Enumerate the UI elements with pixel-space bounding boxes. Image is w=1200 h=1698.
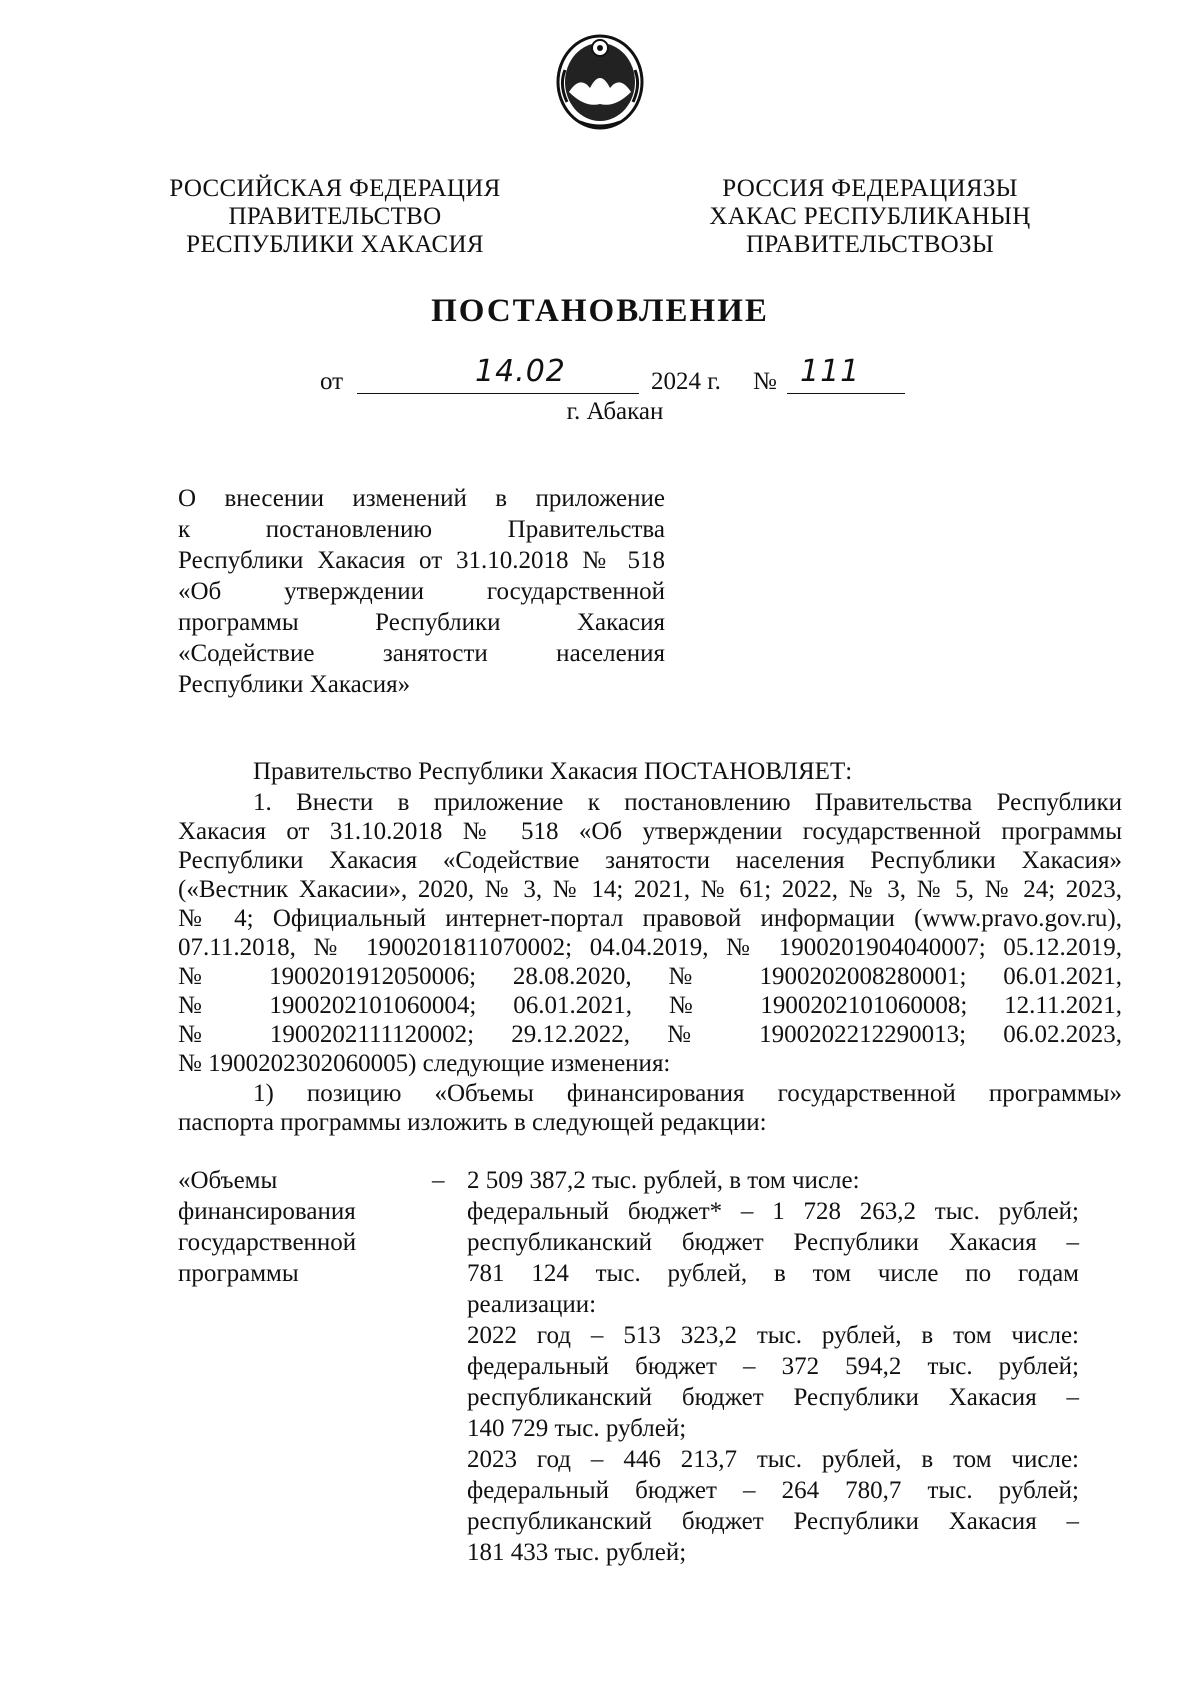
subject-line: «Содействие занятости населения xyxy=(178,640,665,667)
item-1-line: («Вестник Хакасии», 2020, № 3, № 14; 2021, № 61; 2022, № 3, № 5, № 24; 2023, xyxy=(178,876,1122,903)
item-1-line: 1. Внести в приложение к постановлению Правительства Республики xyxy=(253,789,1122,816)
financing-line: федеральный бюджет – 264 780,7 тыс. рублей; xyxy=(467,1477,1079,1504)
item-1-line: № 1900202302060005) следующие изменения: xyxy=(178,1050,671,1077)
financing-line: 2023 год – 446 213,7 тыс. рублей, в том числе: xyxy=(467,1446,1079,1473)
item-1-line: Хакасия от 31.10.2018 № 518 «Об утверждении государственной программы xyxy=(178,818,1122,845)
financing-line: 181 433 тыс. рублей; xyxy=(467,1539,687,1566)
financing-line: 2 509 387,2 тыс. рублей, в том числе: xyxy=(467,1167,860,1194)
subject-line: к постановлению Правительства xyxy=(178,516,665,543)
number-underline xyxy=(787,393,905,394)
financing-line: 2022 год – 513 323,2 тыс. рублей, в том числе: xyxy=(467,1322,1079,1349)
financing-values xyxy=(467,1165,1079,1568)
date-prefix: от xyxy=(320,368,344,395)
item-1-line: № 1900201912050006; 28.08.2020, № 1900202008280001; 06.01.2021, xyxy=(178,963,1122,990)
financing-label-line: программы xyxy=(178,1260,299,1287)
republic-of-khakassia-coat-of-arms-icon xyxy=(555,30,645,130)
date-line xyxy=(0,354,1200,402)
subject-line: программы Республики Хакасия xyxy=(178,609,665,636)
subject-line: «Об утверждении государственной xyxy=(178,578,665,605)
financing-line: реализации: xyxy=(467,1291,597,1318)
header-right-line: ПРАВИТЕЛЬСТВОЗЫ xyxy=(746,231,994,258)
item-1-line: 07.11.2018, № 1900201811070002; 04.04.2019, № 1900201904040007; 05.12.2019, xyxy=(178,934,1122,961)
subject-line: Республики Хакасия от 31.10.2018 № 518 xyxy=(178,547,665,574)
subject-line: О внесении изменений в приложение xyxy=(178,485,665,512)
handwritten-date: 14.02 xyxy=(475,354,566,389)
item-1-line: № 4; Официальный интернет-портал правовой информации (www.pravo.gov.ru), xyxy=(178,905,1122,932)
financing-line: 781 124 тыс. рублей, в том числе по годам xyxy=(467,1260,1079,1287)
subject-line: Республики Хакасия» xyxy=(178,671,411,698)
financing-line: республиканский бюджет Республики Хакасия – xyxy=(467,1384,1079,1411)
financing-line: федеральный бюджет – 372 594,2 тыс. рублей; xyxy=(467,1353,1079,1380)
document-title: ПОСТАНОВЛЕНИЕ xyxy=(431,293,769,329)
header-right-line: ХАКАС РЕСПУБЛИКАНЫҢ xyxy=(709,203,1031,230)
financing-label-line: государственной xyxy=(178,1229,357,1256)
item-1-line: № 1900202101060004; 06.01.2021, № 1900202101060008; 12.11.2021, xyxy=(178,992,1122,1019)
item-1-line: Республики Хакасия «Содействие занятости населения Республики Хакасия» xyxy=(178,847,1122,874)
sub-item-1-line: 1) позицию «Объемы финансирования государственной программы» xyxy=(253,1080,1122,1107)
financing-dash: – xyxy=(432,1167,445,1194)
financing-line: 140 729 тыс. рублей; xyxy=(467,1415,687,1442)
sub-item-1 xyxy=(178,1079,1122,1137)
header-left-line: РОССИЙСКАЯ ФЕДЕРАЦИЯ xyxy=(169,175,501,202)
financing-line: республиканский бюджет Республики Хакасия – xyxy=(467,1508,1079,1535)
date-year: 2024 г. xyxy=(651,368,721,395)
header-left-line: ПРАВИТЕЛЬСТВО xyxy=(228,203,442,230)
preamble: Правительство Республики Хакасия ПОСТАНОВЛЯЕТ: xyxy=(253,758,853,785)
handwritten-number: 111 xyxy=(800,354,861,389)
header-right xyxy=(700,175,1040,259)
coat-of-arms xyxy=(555,30,645,130)
header-right-line: РОССИЯ ФЕДЕРАЦИЯЗЫ xyxy=(722,175,1018,202)
financing-label xyxy=(178,1165,408,1289)
financing-line: федеральный бюджет* – 1 728 263,2 тыс. рублей; xyxy=(467,1198,1079,1225)
financing-label-line: финансирования xyxy=(178,1198,356,1225)
financing-label-line: «Объемы xyxy=(178,1167,278,1194)
item-1 xyxy=(178,788,1122,1078)
subject-block xyxy=(178,483,665,700)
sub-item-1-line: паспорта программы изложить в следующей редакции: xyxy=(178,1109,767,1136)
city: г. Абакан xyxy=(566,398,664,425)
header-left xyxy=(160,175,510,259)
item-1-line: № 1900202111120002; 29.12.2022, № 1900202212290013; 06.02.2023, xyxy=(178,1021,1122,1048)
financing-line: республиканский бюджет Республики Хакасия – xyxy=(467,1229,1079,1256)
date-underline xyxy=(357,393,639,394)
number-sign: № xyxy=(753,368,777,395)
header-left-line: РЕСПУБЛИКИ ХАКАСИЯ xyxy=(186,231,484,258)
